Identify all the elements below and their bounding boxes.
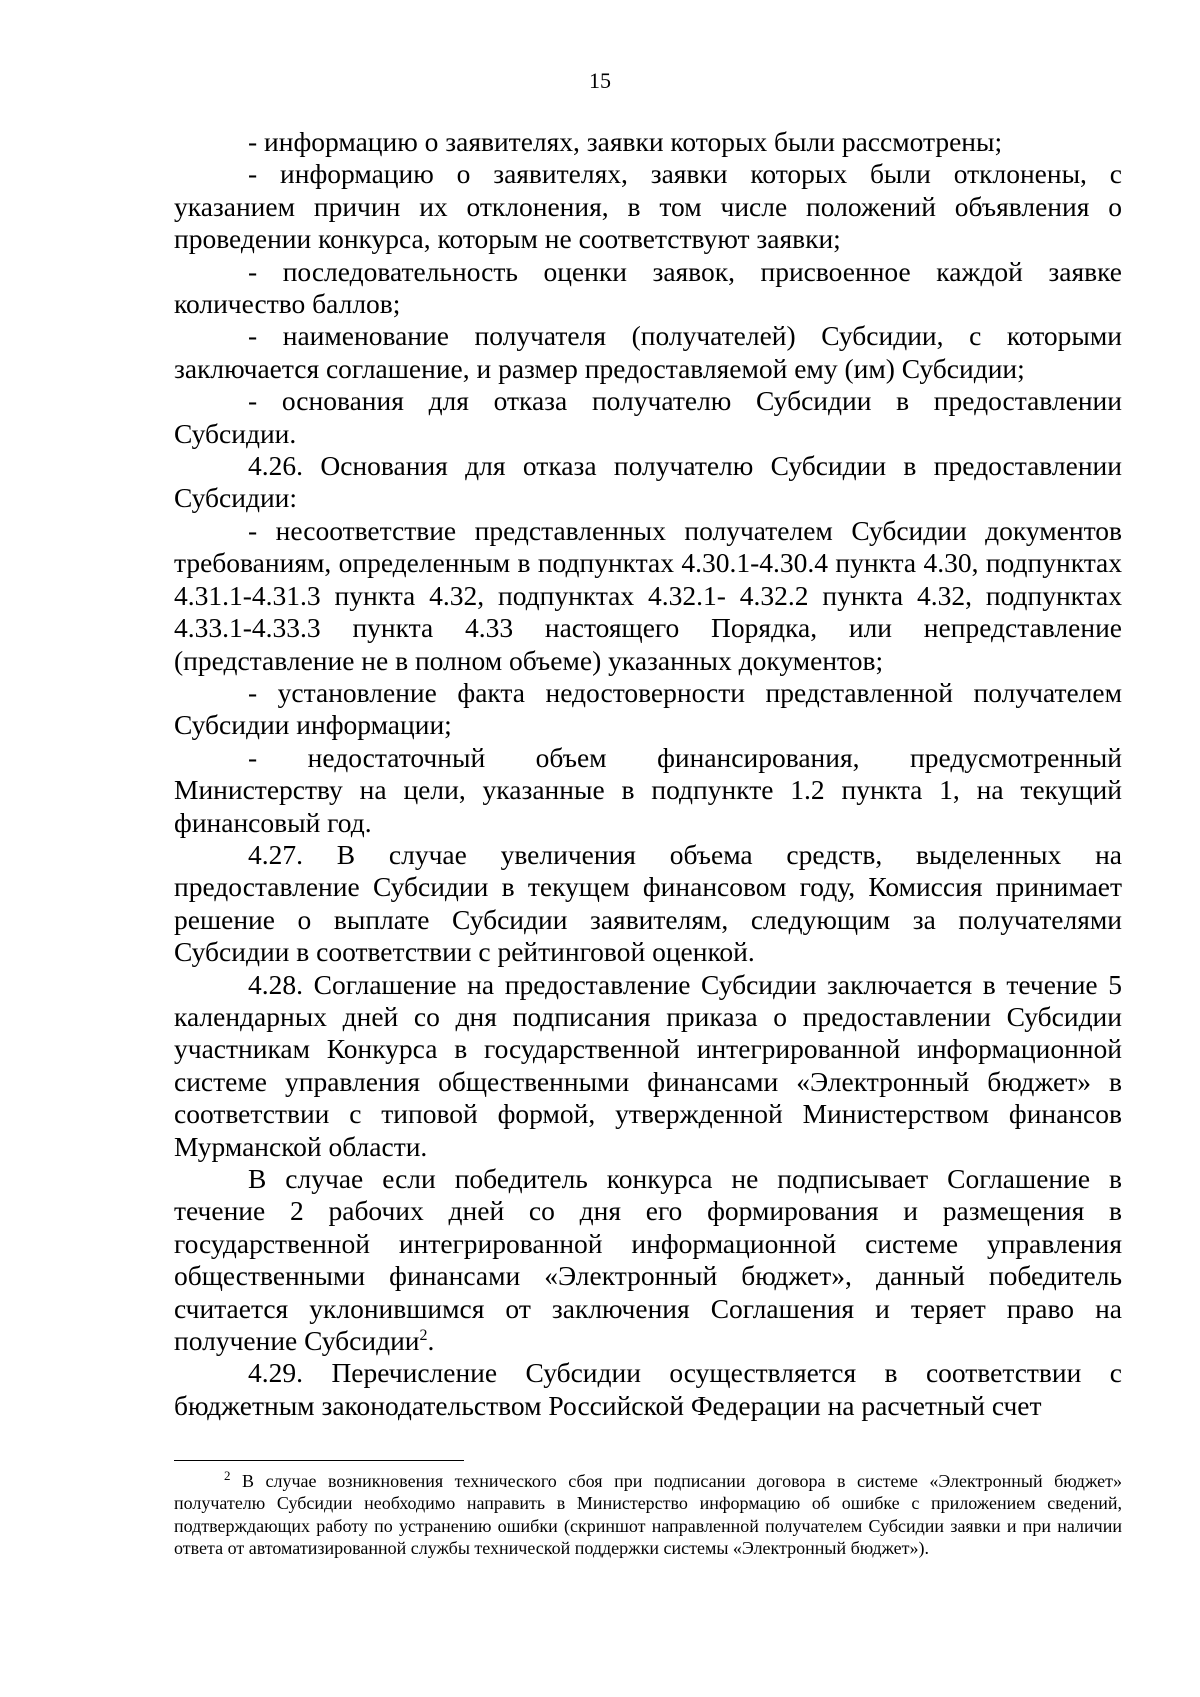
- paragraph: - установление факта недостоверности представленной получателем Субсидии информации;: [174, 676, 1122, 741]
- footnote-text: В случае возникновения технического сбоя при подписании договора в системе «Электронный бюджет» получателю Субсидии необходимо направить в Министерство информацию об ошибке с приложением сведений, подтверждающих работу по устранению ошибки (скриншот направленной получателем Субсидии заявки и при наличии ответа от автоматизированной службы технической поддержки системы «Электронный бюджет»).: [174, 1471, 1122, 1559]
- paragraph: 4.26. Основания для отказа получателю Субсидии в предоставлении Субсидии:: [174, 450, 1122, 514]
- paragraph: - информацию о заявителях, заявки которых были рассмотрены;: [248, 126, 1003, 157]
- paragraph: - информацию о заявителях, заявки которых были отклонены, с указанием причин их отклонения, в том числе положений объявления о проведении конкурса, которым не соответствуют заявки;: [174, 158, 1122, 255]
- paragraph: - последовательность оценки заявок, присвоенное каждой заявке количество баллов;: [174, 255, 1122, 320]
- paragraph: - недостаточный объем финансирования, предусмотренный Министерству на цели, указанные в подпункте 1.2 пункта 1, на текущий финансовый год.: [174, 741, 1122, 838]
- paragraph: - несоответствие представленных получателем Субсидии документов требованиям, определенным в подпунктах 4.30.1-4.30.4 пункта 4.30, подпунктах 4.31.1-4.31.3 пункта 4.32, подпунктах 4.32.1- 4.32.2 пункта 4.32, подпунктах 4.33.1-4.33.3 пункта 4.33 настоящего Порядка, или непредставление (представление не в полном объеме) указанных документов;: [174, 514, 1122, 676]
- document-body: [174, 126, 1122, 1422]
- paragraph-text: В случае если победитель конкурса не подписывает Соглашение в течение 2 рабочих дней со дня его формирования и размещения в государственной интегрированной информационной системе управления общественными финансами «Электронный бюджет», данный победитель считается уклонившимся от заключения Соглашения и теряет право на получение Субсидии: [174, 1163, 1122, 1357]
- paragraph: 4.28. Соглашение на предоставление Субсидии заключается в течение 5 календарных дней со дня подписания приказа о предоставлении Субсидии участникам Конкурса в государственной интегрированной информационной системе управления общественными финансами «Электронный бюджет» в соответствии с типовой формой, утвержденной Министерством финансов Мурманской области.: [174, 968, 1122, 1162]
- footnote-marker: 2: [224, 1468, 231, 1483]
- footnote-separator: [174, 1460, 464, 1461]
- paragraph: 4.27. В случае увеличения объема средств, выделенных на предоставление Субсидии в текущем финансовом году, Комиссия принимает решение о выплате Субсидии заявителям, следующим за получателями Субсидии в соответствии с рейтинговой оценкой.: [174, 838, 1122, 968]
- footnote: [174, 1470, 1122, 1560]
- paragraph: - основания для отказа получателю Субсидии в предоставлении Субсидии.: [174, 385, 1122, 449]
- page-number: 15: [589, 68, 611, 93]
- paragraph-tail: .: [427, 1325, 435, 1357]
- paragraph: - наименование получателя (получателей) Субсидии, с которыми заключается соглашение, и размер предоставляемой ему (им) Субсидии;: [174, 320, 1122, 384]
- paragraph: 4.29. Перечисление Субсидии осуществляется в соответствии с бюджетным законодательством Российской Федерации на расчетный счет: [174, 1357, 1122, 1421]
- footnote-reference[interactable]: 2: [419, 1326, 428, 1344]
- paragraph-with-footnote-ref: [174, 1163, 1122, 1357]
